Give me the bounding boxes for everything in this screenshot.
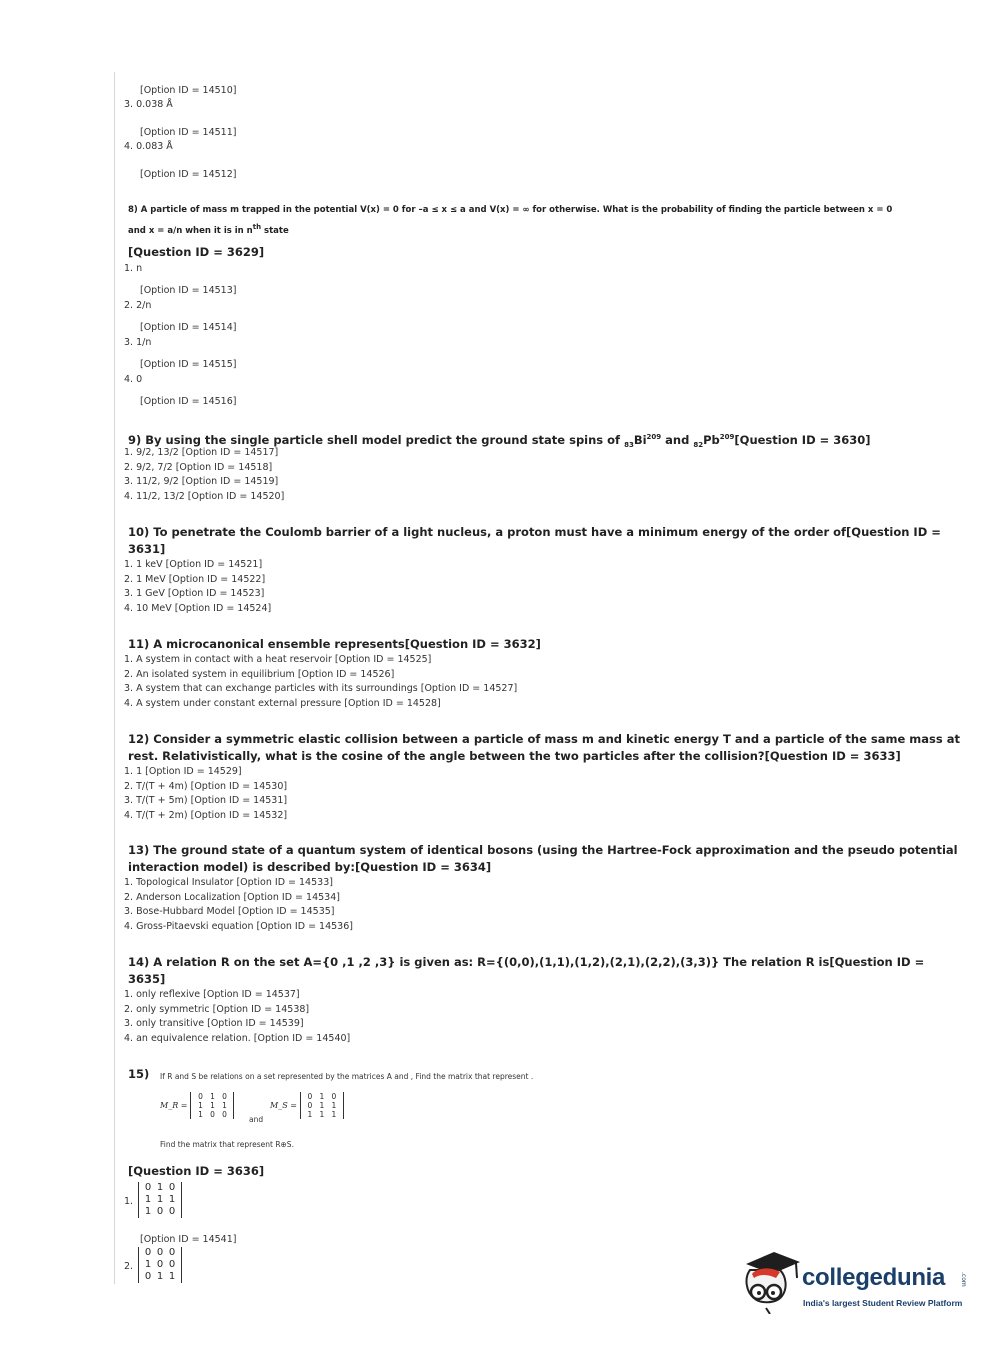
- q15-option-2-number: 2.: [124, 1261, 134, 1272]
- find-matrix-text: Find the matrix that represent R⊕S.: [160, 1140, 294, 1149]
- q9-el1: Bi: [633, 432, 647, 447]
- matrix-cell: 1: [144, 1194, 152, 1205]
- q12-option-2: 2. T/(T + 4m) [Option ID = 14530]: [124, 780, 288, 792]
- matrix-cell: 1: [144, 1206, 152, 1217]
- q9-post: [Question ID = 3630]: [734, 432, 871, 447]
- matrix-cell: 1: [210, 1092, 215, 1101]
- q9-option-2: 2. 9/2, 7/2 [Option ID = 14518]: [124, 461, 273, 473]
- question-15-number: 15): [128, 1067, 150, 1081]
- q13-option-4: 4. Gross-Pitaevski equation [Option ID = 14536]: [124, 920, 353, 932]
- q13-option-3: 3. Bose-Hubbard Model [Option ID = 14535]: [124, 906, 335, 917]
- q13-option-1: 1. Topological Insulator [Option ID = 14533]: [124, 877, 333, 888]
- matrix-cell: 1: [156, 1194, 164, 1205]
- ms-label: M_S =: [270, 1101, 297, 1110]
- q10-options: [124, 558, 271, 616]
- q9-sup2: 209: [719, 433, 735, 441]
- matrix-cell: 0: [168, 1259, 176, 1270]
- matrix-cell: 1: [222, 1101, 227, 1110]
- q11-option-1: 1. A system in contact with a heat reservoir [Option ID = 14525]: [124, 654, 432, 665]
- q8-option-2: 2. 2/n: [124, 300, 152, 311]
- q13-option-2: 2. Anderson Localization [Option ID = 14534]: [124, 891, 340, 903]
- q14-option-2: 2. only symmetric [Option ID = 14538]: [124, 1003, 310, 1015]
- q14-options: [124, 988, 350, 1046]
- matrix-cell: 0: [156, 1206, 164, 1217]
- q12-option-4: 4. T/(T + 2m) [Option ID = 14532]: [124, 809, 288, 821]
- matrix-cell: 1: [331, 1110, 337, 1119]
- matrix-cell: 0: [331, 1092, 337, 1101]
- matrix-cell: 0: [210, 1110, 215, 1119]
- q12-option-3: 3. T/(T + 5m) [Option ID = 14531]: [124, 795, 288, 806]
- q11-option-2: 2. An isolated system in equilibrium [Option ID = 14526]: [124, 668, 395, 680]
- question-13-line2: interaction model) is described by:[Question ID = 3634]: [128, 860, 492, 874]
- q15-option-1-number: 1.: [124, 1196, 134, 1207]
- q10-option-4: 4. 10 MeV [Option ID = 14524]: [124, 602, 272, 614]
- matrix-cell: 0: [222, 1092, 227, 1101]
- q8-option-3-id: [Option ID = 14515]: [140, 359, 237, 370]
- matrix-cell: 0: [144, 1182, 152, 1193]
- q14-option-3: 3. only transitive [Option ID = 14539]: [124, 1018, 304, 1029]
- matrix-cell: 1: [210, 1101, 215, 1110]
- question-8-line2: [128, 219, 289, 240]
- matrix-ms: [270, 1092, 344, 1119]
- ms-grid: [300, 1092, 344, 1119]
- mr-label: M_R =: [160, 1101, 188, 1110]
- question-12-line1: 12) Consider a symmetric elastic collision between a particle of mass m and kinetic energy T and a particle of the same mass at: [128, 732, 960, 746]
- option-id: [Option ID = 14512]: [140, 169, 237, 180]
- q10-option-2: 2. 1 MeV [Option ID = 14522]: [124, 573, 266, 585]
- matrix-cell: 1: [168, 1271, 176, 1282]
- matrix-cell: 1: [319, 1101, 325, 1110]
- question-15-id: [Question ID = 3636]: [128, 1164, 265, 1178]
- logo-name: collegedunia: [802, 1264, 946, 1291]
- q15-option-2-matrix: [138, 1247, 182, 1284]
- logo-suffix: .com: [960, 1272, 967, 1287]
- option-id: [Option ID = 14510]: [140, 85, 237, 96]
- q9-option-3: 3. 11/2, 9/2 [Option ID = 14519]: [124, 476, 279, 487]
- matrix-cell: 1: [319, 1110, 325, 1119]
- and-word: and: [249, 1115, 264, 1124]
- matrix-cell: 1: [156, 1271, 164, 1282]
- q12-option-1: 1. 1 [Option ID = 14529]: [124, 766, 242, 777]
- opt1-grid: [138, 1182, 182, 1218]
- matrix-cell: 1: [331, 1101, 337, 1110]
- option-item: 4. 0.083 Å: [124, 141, 173, 152]
- q9-pre: 9) By using the single particle shell model predict the ground state spins of: [128, 432, 625, 447]
- q9-option-1: 1. 9/2, 13/2 [Option ID = 14517]: [124, 447, 279, 458]
- q12-options: [124, 765, 287, 823]
- q14-option-1: 1. only reflexive [Option ID = 14537]: [124, 989, 300, 1000]
- q15-option-1-matrix: [138, 1182, 182, 1218]
- matrix-cell: 1: [198, 1110, 203, 1119]
- option-id: [Option ID = 14511]: [140, 127, 237, 138]
- matrix-cell: 0: [307, 1092, 313, 1101]
- q8-option-4: 4. 0: [124, 374, 143, 385]
- matrix-cell: 0: [144, 1247, 152, 1258]
- question-11-line1: 11) A microcanonical ensemble represents[Question ID = 3632]: [128, 637, 541, 651]
- matrix-cell: 0: [307, 1101, 313, 1110]
- matrix-cell: 0: [144, 1271, 152, 1282]
- q10-option-1: 1. 1 keV [Option ID = 14521]: [124, 559, 263, 570]
- question-10-line2: 3631]: [128, 542, 166, 556]
- question-8-text: [128, 202, 893, 219]
- q8-option-4-id: [Option ID = 14516]: [140, 396, 237, 407]
- q15-option-1-id: [Option ID = 14541]: [140, 1234, 237, 1245]
- question-14-line1: 14) A relation R on the set A={0 ,1 ,2 ,3} is given as: R={(0,0),(1,1),(1,2),(2,1),(2,2),(3,3)} The relation R is[Question ID =: [128, 955, 925, 969]
- question-8-id: [Question ID = 3629]: [128, 245, 265, 259]
- mr-grid: [190, 1092, 234, 1119]
- matrix-cell: 0: [168, 1206, 176, 1217]
- matrix-cell: 1: [319, 1092, 325, 1101]
- q9-el2: Pb: [703, 432, 720, 447]
- q8-sup: th: [252, 223, 262, 231]
- question-14-line2: 3635]: [128, 972, 166, 986]
- q9-sub2: 82: [693, 441, 704, 450]
- question-8-line1: 8) A particle of mass m trapped in the potential V(x) = 0 for –a ≤ x ≤ a and V(x) = ∞ for otherwise. What is the probability of finding the particle between x = 0: [128, 205, 893, 215]
- matrix-cell: 0: [156, 1259, 164, 1270]
- mascot-icon: [740, 1248, 800, 1314]
- q9-mid: and: [661, 432, 694, 447]
- question-15-text: If R and S be relations on a set represented by the matrices A and , Find the matrix that represent .: [160, 1072, 534, 1081]
- matrix-cell: 0: [156, 1247, 164, 1258]
- logo-tagline: India's largest Student Review Platform: [803, 1298, 963, 1308]
- q11-options: [124, 653, 517, 711]
- matrix-cell: 1: [168, 1194, 176, 1205]
- q8-option-2-id: [Option ID = 14514]: [140, 322, 237, 333]
- q8-option-1: 1. n: [124, 263, 143, 274]
- option-item: 3. 0.038 Å: [124, 99, 173, 110]
- question-12-line2: rest. Relativistically, what is the cosine of the angle between the two particles after the collision?[Question ID = 3633]: [128, 749, 901, 763]
- q14-option-4: 4. an equivalence relation. [Option ID = 14540]: [124, 1032, 351, 1044]
- matrix-cell: 0: [168, 1247, 176, 1258]
- matrix-mr: [160, 1092, 234, 1119]
- q8-option-1-id: [Option ID = 14513]: [140, 285, 237, 296]
- q9-sub1: 83: [624, 441, 634, 450]
- matrix-cell: 0: [198, 1092, 203, 1101]
- question-13-line1: 13) The ground state of a quantum system of identical bosons (using the Hartree-Fock approximation and the pseudo potential: [128, 843, 958, 857]
- q9-sup1: 209: [646, 433, 662, 441]
- opt2-grid: [138, 1247, 182, 1283]
- q8-line2-post: state: [261, 225, 289, 236]
- q11-option-4: 4. A system under constant external pressure [Option ID = 14528]: [124, 697, 441, 709]
- q8-line2-pre: and x = a/n when it is in n: [128, 225, 253, 236]
- matrix-cell: 0: [222, 1110, 227, 1119]
- q9-option-4: 4. 11/2, 13/2 [Option ID = 14520]: [124, 490, 285, 502]
- q10-option-3: 3. 1 GeV [Option ID = 14523]: [124, 588, 265, 599]
- collegedunia-logo: [740, 1248, 980, 1318]
- left-margin-rule: [114, 72, 115, 1284]
- matrix-cell: 1: [198, 1101, 203, 1110]
- matrix-cell: 1: [144, 1259, 152, 1270]
- q11-option-3: 3. A system that can exchange particles with its surroundings [Option ID = 14527]: [124, 683, 518, 694]
- matrix-cell: 0: [168, 1182, 176, 1193]
- matrix-cell: 1: [156, 1182, 164, 1193]
- question-10-line1: 10) To penetrate the Coulomb barrier of a light nucleus, a proton must have a minimum energy of the order of[Question ID =: [128, 525, 941, 539]
- q13-options: [124, 876, 353, 934]
- q8-option-3: 3. 1/n: [124, 337, 152, 348]
- matrix-cell: 1: [307, 1110, 313, 1119]
- q9-options: [124, 446, 284, 504]
